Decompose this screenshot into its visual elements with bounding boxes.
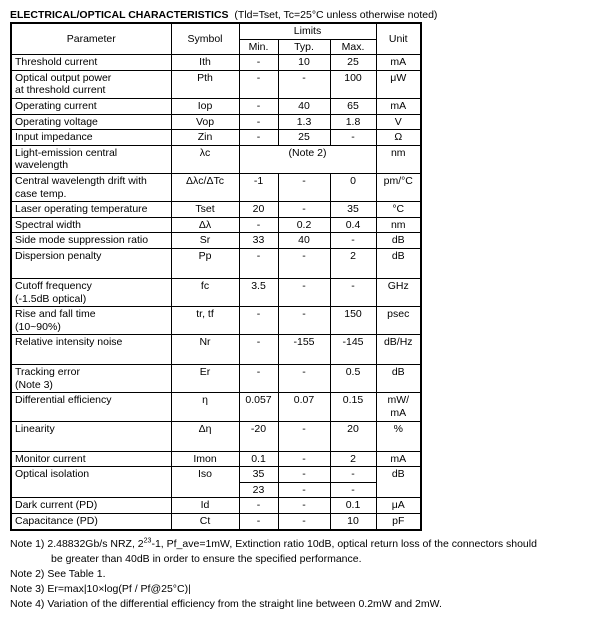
table-row bbox=[11, 55, 421, 71]
unit-cell bbox=[376, 365, 421, 393]
parameter-cell bbox=[11, 365, 171, 393]
parameter-name: Relative intensity noise bbox=[15, 336, 123, 349]
max-cell: - bbox=[330, 482, 376, 498]
unit-cell bbox=[376, 393, 421, 421]
min-cell: 0.1 bbox=[239, 451, 278, 467]
parameter-cell bbox=[11, 307, 171, 335]
typ-cell: 40 bbox=[278, 233, 330, 249]
min-cell: 23 bbox=[239, 482, 278, 498]
symbol-cell: Sr bbox=[171, 233, 239, 249]
typ-cell: 1.3 bbox=[278, 114, 330, 130]
symbol-cell: Δλ bbox=[171, 217, 239, 233]
section-heading bbox=[10, 9, 595, 22]
parameter-cell bbox=[11, 278, 171, 306]
parameter-name: Optical output power bbox=[15, 71, 112, 84]
table-row bbox=[11, 173, 421, 201]
note-2: Note 2) See Table 1. bbox=[10, 568, 106, 580]
max-cell: 1.8 bbox=[330, 114, 376, 130]
symbol-cell: Zin bbox=[171, 130, 239, 146]
typ-cell: - bbox=[278, 482, 330, 498]
table-body bbox=[11, 55, 421, 530]
typ-cell: 0.2 bbox=[278, 217, 330, 233]
parameter-cell bbox=[11, 514, 171, 530]
symbol-cell: Vop bbox=[171, 114, 239, 130]
min-cell: - bbox=[239, 114, 278, 130]
symbol-cell: Ith bbox=[171, 55, 239, 71]
parameter-name: Monitor current bbox=[15, 452, 86, 465]
parameter-name-line2: wavelength bbox=[15, 159, 69, 172]
table-row bbox=[11, 98, 421, 114]
unit-value: V bbox=[394, 115, 402, 128]
unit-cell bbox=[376, 55, 421, 71]
min-cell: 35 bbox=[239, 467, 278, 483]
table-row bbox=[11, 233, 421, 249]
typ-cell: 0.07 bbox=[278, 393, 330, 421]
min-cell: - bbox=[239, 248, 278, 278]
characteristics-table bbox=[10, 22, 422, 531]
unit-cell bbox=[376, 98, 421, 114]
parameter-name: Central wavelength drift with bbox=[15, 174, 147, 187]
note-1-continuation: be greater than 40dB in order to ensure the specified performance. bbox=[51, 553, 362, 565]
symbol-cell: fc bbox=[171, 278, 239, 306]
unit-value: dB/Hz bbox=[383, 336, 413, 349]
parameter-name: Cutoff frequency bbox=[15, 279, 92, 292]
symbol-cell: Δλc/ΔTc bbox=[171, 173, 239, 201]
symbol-cell: Pp bbox=[171, 248, 239, 278]
unit-cell bbox=[376, 233, 421, 249]
typ-cell: - bbox=[278, 451, 330, 467]
parameter-name: Dispersion penalty bbox=[15, 249, 102, 262]
parameter-cell bbox=[11, 393, 171, 421]
table-row bbox=[11, 514, 421, 530]
typ-cell: - bbox=[278, 248, 330, 278]
table-row bbox=[11, 498, 421, 514]
parameter-cell bbox=[11, 55, 171, 71]
min-cell: 3.5 bbox=[239, 278, 278, 306]
parameter-cell bbox=[11, 335, 171, 365]
note-1-exponent: 23 bbox=[143, 537, 152, 545]
typ-cell: - bbox=[278, 421, 330, 451]
parameter-cell bbox=[11, 233, 171, 249]
note-3: Note 3) Er=max|10×log(Pf / Pf@25°C)| bbox=[10, 583, 191, 595]
typ-cell: - bbox=[278, 307, 330, 335]
typ-cell: - bbox=[278, 202, 330, 218]
unit-cell bbox=[376, 421, 421, 451]
max-cell: 0.4 bbox=[330, 217, 376, 233]
unit-value: μW bbox=[390, 71, 407, 84]
unit-cell bbox=[376, 173, 421, 201]
unit-value: nm bbox=[390, 218, 406, 231]
typ-cell: - bbox=[278, 278, 330, 306]
unit-value: psec bbox=[387, 308, 410, 321]
min-cell: - bbox=[239, 217, 278, 233]
header-symbol: Symbol bbox=[171, 23, 239, 55]
typ-cell: - bbox=[278, 467, 330, 483]
table-row bbox=[11, 393, 421, 421]
min-cell: - bbox=[239, 130, 278, 146]
symbol-cell: Id bbox=[171, 498, 239, 514]
unit-cell bbox=[376, 70, 421, 98]
parameter-name: Dark current (PD) bbox=[15, 499, 98, 512]
symbol-cell: Δη bbox=[171, 421, 239, 451]
parameter-cell bbox=[11, 421, 171, 451]
parameter-cell bbox=[11, 70, 171, 98]
table-row bbox=[11, 278, 421, 306]
unit-cell bbox=[376, 145, 421, 173]
notes-section bbox=[10, 537, 595, 612]
table-row bbox=[11, 307, 421, 335]
typ-cell: 40 bbox=[278, 98, 330, 114]
unit-value: dB bbox=[391, 366, 405, 379]
unit-value: mA bbox=[390, 452, 407, 465]
min-cell: 33 bbox=[239, 233, 278, 249]
symbol-cell: Tset bbox=[171, 202, 239, 218]
max-cell: 100 bbox=[330, 70, 376, 98]
parameter-cell bbox=[11, 217, 171, 233]
parameter-name: Spectral width bbox=[15, 218, 81, 231]
header-parameter: Parameter bbox=[11, 23, 171, 55]
table-row bbox=[11, 114, 421, 130]
parameter-name: Operating current bbox=[15, 99, 97, 112]
parameter-name-line2: at threshold current bbox=[15, 84, 106, 97]
unit-cell bbox=[376, 248, 421, 278]
parameter-cell: Optical isolation bbox=[11, 467, 171, 498]
unit-cell bbox=[376, 217, 421, 233]
note-1 bbox=[10, 537, 595, 552]
parameter-name: Operating voltage bbox=[15, 115, 98, 128]
unit-value: μA bbox=[391, 499, 405, 512]
unit-value: mA bbox=[390, 56, 407, 69]
min-cell: - bbox=[239, 514, 278, 530]
table-row bbox=[11, 202, 421, 218]
typ-cell: -155 bbox=[278, 335, 330, 365]
parameter-name: Threshold current bbox=[15, 56, 98, 69]
parameter-name: Capacitance (PD) bbox=[15, 515, 98, 528]
unit-cell bbox=[376, 451, 421, 467]
parameter-name: Tracking error bbox=[15, 366, 80, 379]
symbol-cell: λc bbox=[171, 145, 239, 173]
unit-value: dB bbox=[391, 249, 405, 262]
typ-cell: - bbox=[278, 173, 330, 201]
unit-cell bbox=[376, 335, 421, 365]
unit-value: mA bbox=[390, 99, 407, 112]
unit-cell bbox=[376, 114, 421, 130]
min-cell: - bbox=[239, 307, 278, 335]
max-cell: 20 bbox=[330, 421, 376, 451]
header-min: Min. bbox=[239, 39, 278, 55]
unit-value: GHz bbox=[387, 279, 409, 292]
min-cell: 20 bbox=[239, 202, 278, 218]
unit-cell bbox=[376, 307, 421, 335]
max-cell: - bbox=[330, 278, 376, 306]
min-cell: 0.057 bbox=[239, 393, 278, 421]
header-row bbox=[11, 23, 421, 39]
table-row bbox=[11, 467, 421, 483]
symbol-cell: tr, tf bbox=[171, 307, 239, 335]
note-1-text-a: Note 1) 2.48832Gb/s NRZ, 2 bbox=[10, 538, 144, 550]
symbol-cell: Iso bbox=[171, 467, 239, 498]
max-cell: 10 bbox=[330, 514, 376, 530]
table-row bbox=[11, 365, 421, 393]
max-cell: 25 bbox=[330, 55, 376, 71]
parameter-cell bbox=[11, 114, 171, 130]
parameter-cell bbox=[11, 248, 171, 278]
symbol-cell: Ct bbox=[171, 514, 239, 530]
parameter-name: Rise and fall time bbox=[15, 308, 96, 321]
symbol-cell: Pth bbox=[171, 70, 239, 98]
table-row bbox=[11, 421, 421, 451]
heading-title: ELECTRICAL/OPTICAL CHARACTERISTICS bbox=[10, 9, 229, 21]
parameter-name: Linearity bbox=[15, 422, 55, 435]
max-cell: 35 bbox=[330, 202, 376, 218]
header-limits: Limits bbox=[239, 23, 376, 39]
typ-cell: - bbox=[278, 514, 330, 530]
unit-cell bbox=[376, 130, 421, 146]
min-cell: - bbox=[239, 98, 278, 114]
max-cell: - bbox=[330, 130, 376, 146]
parameter-name: Differential efficiency bbox=[15, 394, 112, 407]
symbol-cell: Nr bbox=[171, 335, 239, 365]
header-max: Max. bbox=[330, 39, 376, 55]
table-row bbox=[11, 145, 421, 173]
typ-cell: - bbox=[278, 498, 330, 514]
table-row bbox=[11, 248, 421, 278]
unit-value: pF bbox=[392, 515, 405, 528]
min-cell: - bbox=[239, 365, 278, 393]
table-row bbox=[11, 217, 421, 233]
parameter-cell bbox=[11, 145, 171, 173]
max-cell: 0 bbox=[330, 173, 376, 201]
unit-value: nm bbox=[390, 146, 406, 159]
unit-cell bbox=[376, 202, 421, 218]
symbol-cell: Iop bbox=[171, 98, 239, 114]
table-row bbox=[11, 335, 421, 365]
max-cell: 0.15 bbox=[330, 393, 376, 421]
min-cell: -1 bbox=[239, 173, 278, 201]
unit-value: pm/°C bbox=[383, 174, 413, 187]
table-row bbox=[11, 451, 421, 467]
max-cell: 0.1 bbox=[330, 498, 376, 514]
unit-value: Ω bbox=[394, 131, 403, 144]
typ-cell: 25 bbox=[278, 130, 330, 146]
heading-condition: (Tld=Tset, Tc=25°C unless otherwise noted) bbox=[234, 9, 438, 21]
max-cell: 2 bbox=[330, 451, 376, 467]
min-cell: - bbox=[239, 335, 278, 365]
min-cell: - bbox=[239, 70, 278, 98]
unit-value: mW/ bbox=[387, 394, 410, 407]
max-cell: 65 bbox=[330, 98, 376, 114]
parameter-cell bbox=[11, 202, 171, 218]
parameter-cell bbox=[11, 498, 171, 514]
parameter-name: Input impedance bbox=[15, 131, 93, 144]
max-cell: 0.5 bbox=[330, 365, 376, 393]
unit-value: °C bbox=[392, 203, 405, 216]
max-cell: -145 bbox=[330, 335, 376, 365]
typ-cell: - bbox=[278, 365, 330, 393]
parameter-name-line2: (-1.5dB optical) bbox=[15, 292, 87, 305]
max-cell: - bbox=[330, 467, 376, 483]
parameter-name: Light-emission central bbox=[15, 146, 118, 159]
max-cell: 150 bbox=[330, 307, 376, 335]
note-4: Note 4) Variation of the differential efficiency from the straight line between 0.2mW and 2mW. bbox=[10, 598, 442, 610]
unit-cell: dB bbox=[376, 467, 421, 498]
parameter-cell bbox=[11, 130, 171, 146]
unit-value: % bbox=[393, 422, 403, 435]
parameter-name-line2: case temp. bbox=[15, 187, 67, 200]
parameter-name: Side mode suppression ratio bbox=[15, 234, 149, 247]
parameter-cell bbox=[11, 173, 171, 201]
note-1-text-b: -1, Pf_ave=1mW, Extinction ratio 10dB, optical return loss of the connectors should bbox=[151, 538, 537, 550]
typ-cell: - bbox=[278, 70, 330, 98]
min-cell: - bbox=[239, 498, 278, 514]
table-row bbox=[11, 130, 421, 146]
symbol-cell: η bbox=[171, 393, 239, 421]
unit-value-line2: mA bbox=[390, 407, 407, 420]
unit-value: dB bbox=[391, 234, 405, 247]
parameter-name-line2: (Note 3) bbox=[15, 378, 53, 391]
min-cell: - bbox=[239, 55, 278, 71]
symbol-cell: Imon bbox=[171, 451, 239, 467]
header-unit: Unit bbox=[376, 23, 421, 55]
limits-note-cell: (Note 2) bbox=[239, 145, 376, 173]
table-row bbox=[11, 70, 421, 98]
unit-cell bbox=[376, 498, 421, 514]
typ-cell: 10 bbox=[278, 55, 330, 71]
header-typ: Typ. bbox=[278, 39, 330, 55]
min-cell: -20 bbox=[239, 421, 278, 451]
max-cell: 2 bbox=[330, 248, 376, 278]
parameter-name-line2: (10~90%) bbox=[15, 320, 61, 333]
symbol-cell: Er bbox=[171, 365, 239, 393]
unit-cell bbox=[376, 514, 421, 530]
max-cell: - bbox=[330, 233, 376, 249]
unit-cell bbox=[376, 278, 421, 306]
parameter-cell bbox=[11, 451, 171, 467]
parameter-name: Laser operating temperature bbox=[15, 203, 148, 216]
parameter-cell bbox=[11, 98, 171, 114]
